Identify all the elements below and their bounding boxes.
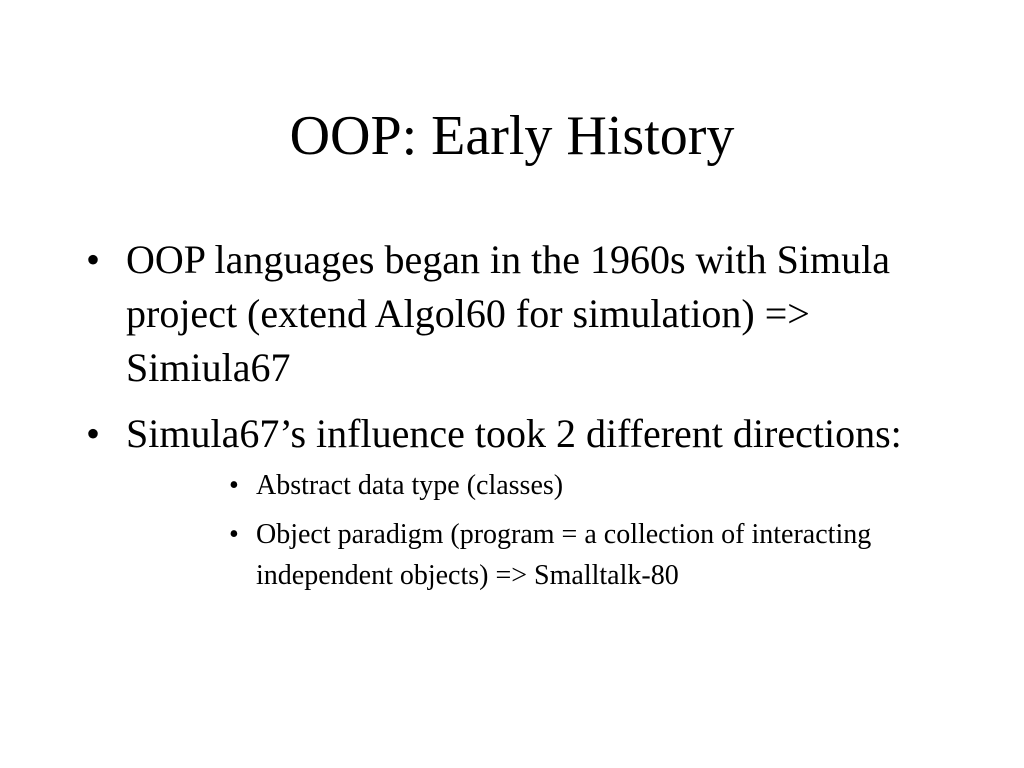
sub-bullet-marker: •	[229, 519, 239, 550]
bullet-marker: •	[86, 237, 101, 282]
bullet-item	[86, 407, 936, 596]
sub-bullet-marker: •	[229, 470, 239, 501]
bullet-list	[86, 233, 936, 608]
sub-bullet-item	[126, 465, 936, 506]
sub-bullet-text: Abstract data type (classes)	[256, 470, 564, 501]
sub-bullet-text: Object paradigm (program = a collection of interacting independent objects) => Smalltalk-80	[256, 519, 872, 591]
sub-bullet-item	[126, 514, 936, 596]
bullet-text: OOP languages began in the 1960s with Simula project (extend Algol60 for simulation) => Simiula67	[126, 237, 890, 390]
bullet-text: Simula67’s influence took 2 different directions:	[126, 411, 902, 456]
sub-bullet-list	[126, 465, 936, 596]
bullet-marker: •	[86, 411, 101, 456]
bullet-item	[86, 233, 936, 395]
slide-title: OOP: Early History	[289, 105, 735, 167]
